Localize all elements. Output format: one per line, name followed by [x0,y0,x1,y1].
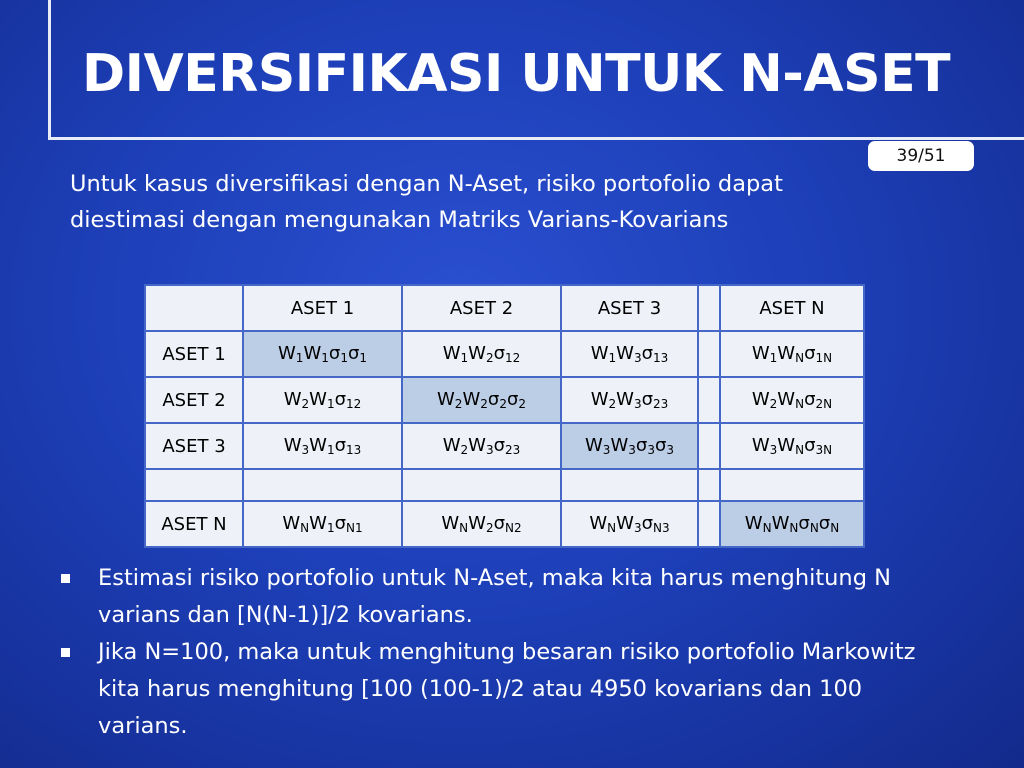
formula-subscript: 3 [633,521,642,535]
matrix-cell [698,469,720,501]
formula-symbol: σ [334,513,347,534]
formula-subscript: 2 [769,397,778,411]
row-label [145,469,243,501]
frame-vertical-line [48,0,51,140]
header-cell: ASET N [720,285,864,331]
formula-subscript: 3 [301,443,310,457]
header-cell: ASET 1 [243,285,402,331]
formula-symbol: σ [798,513,810,534]
header-cell [698,285,720,331]
formula-subscript: N [762,521,772,535]
matrix-cell [402,501,561,547]
formula-subscript: 1 [460,351,469,365]
frame-horizontal-line [48,137,1024,140]
formula-subscript: N [795,351,805,365]
square-bullet-icon [61,648,70,657]
formula-symbol: W [282,513,301,534]
matrix-cell [720,331,864,377]
formula-subscript: 2 [485,521,494,535]
formula-symbol: W [283,389,302,410]
formula-symbol: σ [818,513,831,534]
intro-text: Untuk kasus diversifikasi dengan N-Aset, risiko portofolio dapat diestimasi dengan mengunakan Matriks Varians-Kovarians [70,171,783,233]
page-number-badge: 39/51 [868,141,974,171]
formula-symbol: W [468,343,486,364]
formula-symbol: σ [334,435,347,456]
formula-subscript: N [795,443,805,457]
table-row-empty [145,469,864,501]
formula-subscript: 2N [815,397,833,411]
matrix-cell [698,501,720,547]
matrix-cell [561,469,698,501]
formula-subscript: 1N [815,351,833,365]
formula-symbol: σ [804,435,816,456]
matrix-cell [243,331,402,377]
formula-symbol: σ [804,343,816,364]
formula-symbol: W [436,389,455,410]
formula-symbol: W [589,513,608,534]
formula-symbol: W [468,513,486,534]
formula-symbol: σ [641,343,654,364]
formula-symbol: W [777,389,796,410]
formula-subscript: 3N [815,443,833,457]
formula-subscript: N [830,521,840,535]
matrix-cell [561,423,698,469]
matrix-cell [243,377,402,423]
matrix-cell [720,469,864,501]
matrix-cell [402,377,561,423]
formula-subscript: 2 [480,397,488,411]
bullet-text: Estimasi risiko portofolio untuk N-Aset, maka kita harus menghitung N varians dan [N(N-1)]/2 kovarians. [98,565,891,628]
table-header-row [145,285,864,331]
formula-subscript: 2 [485,351,494,365]
header-cell: ASET 3 [561,285,698,331]
matrix-cell [402,469,561,501]
formula-subscript: 2 [460,443,469,457]
bullet-text: Jika N=100, maka untuk menghitung besaran risiko portofolio Markowitz kita harus menghitung [100 (100-1)/2 atau 4950 kovarians dan 100 varians. [98,639,916,739]
matrix-cell [402,331,561,377]
formula-symbol: W [309,513,327,534]
formula-symbol: σ [493,343,506,364]
formula-symbol: W [277,343,296,364]
formula-symbol: σ [804,389,816,410]
matrix-cell [698,423,720,469]
formula-symbol: W [777,435,796,456]
table-row [145,377,864,423]
formula-symbol: W [616,343,634,364]
formula-symbol: σ [493,435,506,456]
variance-covariance-matrix [144,284,865,548]
formula-symbol: W [309,389,327,410]
formula-symbol: W [462,389,481,410]
formula-subscript: 23 [505,443,521,457]
formula-subscript: 13 [346,443,362,457]
square-bullet-icon [61,574,70,583]
formula-subscript: 1 [359,351,368,365]
formula-symbol: σ [493,513,506,534]
formula-symbol: W [309,435,327,456]
formula-symbol: W [777,343,796,364]
formula-symbol: σ [506,389,519,410]
formula-subscript: N3 [653,521,670,535]
matrix-cell [698,377,720,423]
formula-symbol: W [751,343,770,364]
matrix-cell [243,501,402,547]
formula-symbol: W [468,435,486,456]
formula-symbol: W [441,513,460,534]
formula-symbol: W [610,435,629,456]
formula-subscript: 13 [653,351,669,365]
formula-subscript: 1 [321,351,329,365]
bullet-list [58,560,958,745]
row-label: ASET 1 [145,331,243,377]
formula-subscript: 12 [505,351,521,365]
formula-subscript: 2 [518,397,527,411]
formula-subscript: N [459,521,469,535]
matrix-cell [561,501,698,547]
table-row [145,331,864,377]
matrix-cell [243,423,402,469]
formula-subscript: N [789,521,799,535]
matrix-cell [698,331,720,377]
formula-symbol: σ [334,389,347,410]
formula-symbol: W [590,343,609,364]
table-row [145,423,864,469]
formula-subscript: 12 [346,397,362,411]
formula-symbol: W [771,513,790,534]
formula-subscript: 3 [647,443,655,457]
formula-symbol: W [751,435,770,456]
formula-subscript: 3 [666,443,675,457]
formula-subscript: 3 [602,443,611,457]
formula-subscript: 1 [608,351,617,365]
table-row [145,501,864,547]
formula-subscript: 2 [608,397,617,411]
formula-symbol: W [442,435,461,456]
formula-symbol: W [751,389,770,410]
formula-subscript: 1 [340,351,348,365]
formula-symbol: σ [654,435,667,456]
matrix-cell [561,377,698,423]
formula-subscript: 1 [326,443,335,457]
formula-subscript: 1 [295,351,304,365]
formula-subscript: 23 [653,397,669,411]
formula-subscript: N1 [346,521,363,535]
formula-subscript: N [795,397,805,411]
formula-subscript: 3 [633,351,642,365]
formula-subscript: 2 [499,397,507,411]
formula-symbol: σ [487,389,500,410]
formula-subscript: 2 [301,397,310,411]
formula-symbol: W [584,435,603,456]
slide-title: DIVERSIFIKASI UNTUK N-ASET [82,44,951,104]
formula-symbol: W [590,389,609,410]
formula-symbol: W [442,343,461,364]
formula-symbol: W [283,435,302,456]
row-label: ASET N [145,501,243,547]
formula-subscript: 2 [454,397,463,411]
formula-subscript: 1 [769,351,778,365]
matrix-cell [720,377,864,423]
formula-subscript: N [300,521,310,535]
formula-subscript: 3 [485,443,494,457]
formula-subscript: 1 [326,521,335,535]
matrix-cell [720,423,864,469]
header-cell [145,285,243,331]
formula-symbol: σ [328,343,341,364]
formula-symbol: W [616,513,634,534]
row-label: ASET 3 [145,423,243,469]
bullet-item [58,560,958,634]
formula-subscript: N [607,521,617,535]
matrix-cell [402,423,561,469]
formula-symbol: W [303,343,322,364]
formula-subscript: N [809,521,819,535]
formula-symbol: W [616,389,634,410]
formula-subscript: N2 [505,521,522,535]
formula-symbol: σ [641,389,654,410]
matrix-cell [561,331,698,377]
formula-symbol: W [744,513,763,534]
bullet-item [58,634,958,745]
formula-subscript: 1 [326,397,335,411]
formula-symbol: σ [635,435,648,456]
matrix-cell [243,469,402,501]
formula-subscript: 3 [769,443,778,457]
formula-subscript: 3 [633,397,642,411]
formula-symbol: σ [641,513,654,534]
formula-symbol: σ [347,343,360,364]
row-label: ASET 2 [145,377,243,423]
formula-subscript: 3 [628,443,636,457]
matrix-cell [720,501,864,547]
header-cell: ASET 2 [402,285,561,331]
